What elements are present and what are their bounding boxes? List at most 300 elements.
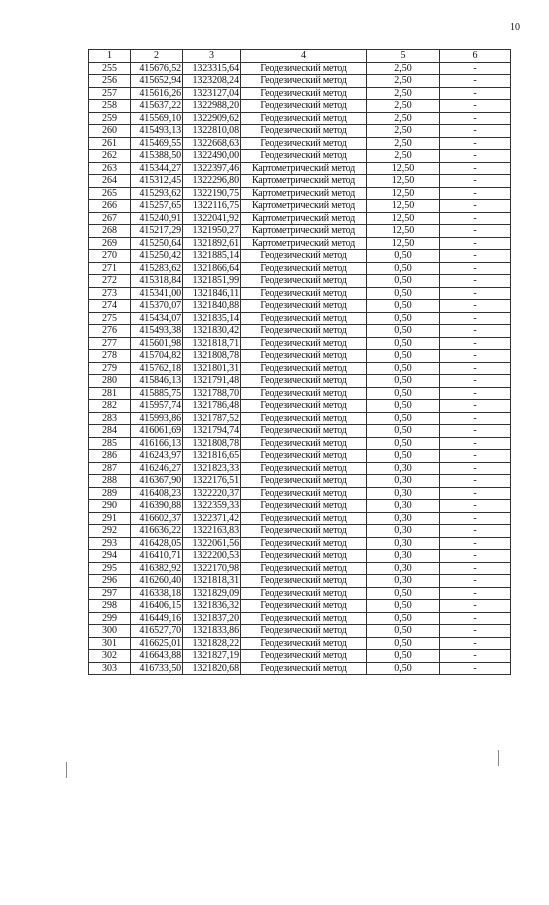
point-number-cell: 292 (89, 525, 131, 538)
accuracy-cell: 0,50 (367, 300, 440, 313)
table-row (89, 175, 511, 188)
accuracy-cell: 12,50 (367, 225, 440, 238)
method-cell: Геодезический метод (241, 612, 367, 625)
table-row (89, 412, 511, 425)
method-cell: Геодезический метод (241, 387, 367, 400)
note-cell: - (440, 662, 511, 675)
table-row (89, 325, 511, 338)
method-cell: Геодезический метод (241, 112, 367, 125)
method-cell: Геодезический метод (241, 125, 367, 138)
point-number-cell: 295 (89, 562, 131, 575)
method-cell: Геодезический метод (241, 337, 367, 350)
accuracy-cell: 0,30 (367, 575, 440, 588)
note-cell: - (440, 137, 511, 150)
x-coordinate-cell: 416636,22 (131, 525, 183, 538)
accuracy-cell: 0,50 (367, 600, 440, 613)
note-cell: - (440, 550, 511, 563)
note-cell: - (440, 312, 511, 325)
x-coordinate-cell: 415652,94 (131, 75, 183, 88)
accuracy-cell: 2,50 (367, 125, 440, 138)
point-number-cell: 277 (89, 337, 131, 350)
point-number-cell: 273 (89, 287, 131, 300)
y-coordinate-cell: 1321786,48 (183, 400, 241, 413)
y-coordinate-cell: 1321830,42 (183, 325, 241, 338)
y-coordinate-cell: 1322190,75 (183, 187, 241, 200)
method-cell: Геодезический метод (241, 625, 367, 638)
method-cell: Картометрический метод (241, 187, 367, 200)
point-number-cell: 294 (89, 550, 131, 563)
y-coordinate-cell: 1321885,14 (183, 250, 241, 263)
point-number-cell: 265 (89, 187, 131, 200)
accuracy-cell: 0,50 (367, 362, 440, 375)
point-number-cell: 261 (89, 137, 131, 150)
point-number-cell: 286 (89, 450, 131, 463)
accuracy-cell: 0,50 (367, 312, 440, 325)
accuracy-cell: 0,30 (367, 525, 440, 538)
x-coordinate-cell: 415704,82 (131, 350, 183, 363)
table-body (89, 62, 511, 675)
note-cell: - (440, 437, 511, 450)
accuracy-cell: 0,50 (367, 637, 440, 650)
method-cell: Геодезический метод (241, 487, 367, 500)
point-number-cell: 298 (89, 600, 131, 613)
y-coordinate-cell: 1322041,92 (183, 212, 241, 225)
table-row (89, 450, 511, 463)
note-cell: - (440, 600, 511, 613)
y-coordinate-cell: 1321820,68 (183, 662, 241, 675)
table-row (89, 587, 511, 600)
table-row (89, 287, 511, 300)
point-number-cell: 302 (89, 650, 131, 663)
point-number-cell: 283 (89, 412, 131, 425)
table-row (89, 100, 511, 113)
method-cell: Геодезический метод (241, 450, 367, 463)
table-row (89, 200, 511, 213)
table-row (89, 262, 511, 275)
x-coordinate-cell: 416625,01 (131, 637, 183, 650)
x-coordinate-cell: 416602,37 (131, 512, 183, 525)
x-coordinate-cell: 415993,86 (131, 412, 183, 425)
y-coordinate-cell: 1321787,52 (183, 412, 241, 425)
accuracy-cell: 2,50 (367, 87, 440, 100)
x-coordinate-cell: 415469,55 (131, 137, 183, 150)
y-coordinate-cell: 1321836,32 (183, 600, 241, 613)
x-coordinate-cell: 415957,74 (131, 400, 183, 413)
point-number-cell: 303 (89, 662, 131, 675)
x-coordinate-cell: 416390,88 (131, 500, 183, 513)
y-coordinate-cell: 1321835,14 (183, 312, 241, 325)
accuracy-cell: 12,50 (367, 200, 440, 213)
point-number-cell: 297 (89, 587, 131, 600)
table-row (89, 225, 511, 238)
note-cell: - (440, 362, 511, 375)
note-cell: - (440, 125, 511, 138)
point-number-cell: 287 (89, 462, 131, 475)
column-header-3: 3 (183, 50, 241, 63)
x-coordinate-cell: 416410,71 (131, 550, 183, 563)
point-number-cell: 276 (89, 325, 131, 338)
point-number-cell: 267 (89, 212, 131, 225)
accuracy-cell: 0,50 (367, 287, 440, 300)
x-coordinate-cell: 415344,27 (131, 162, 183, 175)
table-row (89, 337, 511, 350)
accuracy-cell: 2,50 (367, 150, 440, 163)
accuracy-cell: 0,50 (367, 275, 440, 288)
point-number-cell: 256 (89, 75, 131, 88)
y-coordinate-cell: 1321788,70 (183, 387, 241, 400)
y-coordinate-cell: 1321829,09 (183, 587, 241, 600)
x-coordinate-cell: 415370,07 (131, 300, 183, 313)
accuracy-cell: 0,50 (367, 625, 440, 638)
note-cell: - (440, 300, 511, 313)
table-row (89, 462, 511, 475)
point-number-cell: 278 (89, 350, 131, 363)
y-coordinate-cell: 1322397,46 (183, 162, 241, 175)
method-cell: Геодезический метод (241, 512, 367, 525)
note-cell: - (440, 425, 511, 438)
x-coordinate-cell: 416243,97 (131, 450, 183, 463)
note-cell: - (440, 237, 511, 250)
note-cell: - (440, 612, 511, 625)
x-coordinate-cell: 415493,38 (131, 325, 183, 338)
table-row (89, 125, 511, 138)
y-coordinate-cell: 1322359,33 (183, 500, 241, 513)
accuracy-cell: 0,30 (367, 512, 440, 525)
method-cell: Геодезический метод (241, 412, 367, 425)
x-coordinate-cell: 415250,42 (131, 250, 183, 263)
note-cell: - (440, 462, 511, 475)
y-coordinate-cell: 1321808,78 (183, 437, 241, 450)
y-coordinate-cell: 1321794,74 (183, 425, 241, 438)
x-coordinate-cell: 416166,13 (131, 437, 183, 450)
note-cell: - (440, 112, 511, 125)
point-number-cell: 299 (89, 612, 131, 625)
y-coordinate-cell: 1322296,80 (183, 175, 241, 188)
table-row (89, 150, 511, 163)
accuracy-cell: 0,50 (367, 337, 440, 350)
method-cell: Картометрический метод (241, 237, 367, 250)
x-coordinate-cell: 416061,69 (131, 425, 183, 438)
method-cell: Геодезический метод (241, 150, 367, 163)
method-cell: Геодезический метод (241, 137, 367, 150)
note-cell: - (440, 325, 511, 338)
accuracy-cell: 2,50 (367, 137, 440, 150)
x-coordinate-cell: 416643,88 (131, 650, 183, 663)
method-cell: Геодезический метод (241, 312, 367, 325)
note-cell: - (440, 387, 511, 400)
point-number-cell: 269 (89, 237, 131, 250)
y-coordinate-cell: 1321816,65 (183, 450, 241, 463)
point-number-cell: 281 (89, 387, 131, 400)
y-coordinate-cell: 1323127,04 (183, 87, 241, 100)
note-cell: - (440, 262, 511, 275)
note-cell: - (440, 412, 511, 425)
method-cell: Геодезический метод (241, 362, 367, 375)
y-coordinate-cell: 1322200,53 (183, 550, 241, 563)
table-row (89, 112, 511, 125)
table-row (89, 250, 511, 263)
method-cell: Геодезический метод (241, 350, 367, 363)
point-number-cell: 289 (89, 487, 131, 500)
table-row (89, 425, 511, 438)
table-row (89, 87, 511, 100)
accuracy-cell: 0,50 (367, 412, 440, 425)
point-number-cell: 270 (89, 250, 131, 263)
method-cell: Картометрический метод (241, 225, 367, 238)
note-cell: - (440, 487, 511, 500)
table-row (89, 625, 511, 638)
accuracy-cell: 0,50 (367, 387, 440, 400)
method-cell: Геодезический метод (241, 637, 367, 650)
point-number-cell: 288 (89, 475, 131, 488)
accuracy-cell: 12,50 (367, 237, 440, 250)
table-row (89, 437, 511, 450)
point-number-cell: 290 (89, 500, 131, 513)
table-row (89, 637, 511, 650)
table-header-row (89, 50, 511, 63)
point-number-cell: 291 (89, 512, 131, 525)
column-header-2: 2 (131, 50, 183, 63)
x-coordinate-cell: 416260,40 (131, 575, 183, 588)
y-coordinate-cell: 1322061,56 (183, 537, 241, 550)
method-cell: Геодезический метод (241, 475, 367, 488)
x-coordinate-cell: 415762,18 (131, 362, 183, 375)
accuracy-cell: 0,50 (367, 400, 440, 413)
point-number-cell: 259 (89, 112, 131, 125)
method-cell: Геодезический метод (241, 262, 367, 275)
table-row (89, 575, 511, 588)
y-coordinate-cell: 1322668,63 (183, 137, 241, 150)
method-cell: Геодезический метод (241, 325, 367, 338)
x-coordinate-cell: 415312,45 (131, 175, 183, 188)
table-row (89, 187, 511, 200)
table-row (89, 362, 511, 375)
scan-edge-mark-right (498, 750, 499, 766)
table-row (89, 562, 511, 575)
accuracy-cell: 0,30 (367, 537, 440, 550)
method-cell: Геодезический метод (241, 425, 367, 438)
accuracy-cell: 2,50 (367, 75, 440, 88)
table-row (89, 662, 511, 675)
method-cell: Геодезический метод (241, 287, 367, 300)
table-row (89, 525, 511, 538)
point-number-cell: 300 (89, 625, 131, 638)
x-coordinate-cell: 415318,84 (131, 275, 183, 288)
note-cell: - (440, 375, 511, 388)
note-cell: - (440, 512, 511, 525)
method-cell: Геодезический метод (241, 100, 367, 113)
point-number-cell: 279 (89, 362, 131, 375)
y-coordinate-cell: 1322220,37 (183, 487, 241, 500)
y-coordinate-cell: 1322490,00 (183, 150, 241, 163)
accuracy-cell: 12,50 (367, 187, 440, 200)
y-coordinate-cell: 1321846,11 (183, 287, 241, 300)
column-header-4: 4 (241, 50, 367, 63)
y-coordinate-cell: 1322116,75 (183, 200, 241, 213)
y-coordinate-cell: 1323208,24 (183, 75, 241, 88)
accuracy-cell: 0,30 (367, 500, 440, 513)
table-row (89, 650, 511, 663)
note-cell: - (440, 162, 511, 175)
note-cell: - (440, 75, 511, 88)
accuracy-cell: 2,50 (367, 112, 440, 125)
y-coordinate-cell: 1321837,20 (183, 612, 241, 625)
point-number-cell: 301 (89, 637, 131, 650)
column-header-1: 1 (89, 50, 131, 63)
point-number-cell: 296 (89, 575, 131, 588)
y-coordinate-cell: 1321801,31 (183, 362, 241, 375)
note-cell: - (440, 575, 511, 588)
table-row (89, 487, 511, 500)
x-coordinate-cell: 415283,62 (131, 262, 183, 275)
accuracy-cell: 0,50 (367, 262, 440, 275)
method-cell: Геодезический метод (241, 600, 367, 613)
note-cell: - (440, 400, 511, 413)
accuracy-cell: 0,30 (367, 475, 440, 488)
y-coordinate-cell: 1321808,78 (183, 350, 241, 363)
accuracy-cell: 12,50 (367, 212, 440, 225)
accuracy-cell: 0,50 (367, 375, 440, 388)
method-cell: Геодезический метод (241, 300, 367, 313)
table-row (89, 312, 511, 325)
note-cell: - (440, 500, 511, 513)
y-coordinate-cell: 1322909,62 (183, 112, 241, 125)
y-coordinate-cell: 1322170,98 (183, 562, 241, 575)
method-cell: Геодезический метод (241, 87, 367, 100)
method-cell: Геодезический метод (241, 75, 367, 88)
point-number-cell: 274 (89, 300, 131, 313)
method-cell: Геодезический метод (241, 562, 367, 575)
method-cell: Геодезический метод (241, 250, 367, 263)
point-number-cell: 258 (89, 100, 131, 113)
x-coordinate-cell: 415637,22 (131, 100, 183, 113)
x-coordinate-cell: 415217,29 (131, 225, 183, 238)
table-row (89, 512, 511, 525)
point-number-cell: 257 (89, 87, 131, 100)
y-coordinate-cell: 1322810,08 (183, 125, 241, 138)
y-coordinate-cell: 1321827,19 (183, 650, 241, 663)
x-coordinate-cell: 415257,65 (131, 200, 183, 213)
x-coordinate-cell: 416733,50 (131, 662, 183, 675)
point-number-cell: 285 (89, 437, 131, 450)
y-coordinate-cell: 1322371,42 (183, 512, 241, 525)
accuracy-cell: 0,50 (367, 587, 440, 600)
point-number-cell: 282 (89, 400, 131, 413)
method-cell: Геодезический метод (241, 400, 367, 413)
method-cell: Картометрический метод (241, 175, 367, 188)
table-row (89, 300, 511, 313)
point-number-cell: 272 (89, 275, 131, 288)
x-coordinate-cell: 416428,05 (131, 537, 183, 550)
accuracy-cell: 0,50 (367, 325, 440, 338)
note-cell: - (440, 87, 511, 100)
x-coordinate-cell: 415341,00 (131, 287, 183, 300)
note-cell: - (440, 475, 511, 488)
point-number-cell: 264 (89, 175, 131, 188)
method-cell: Геодезический метод (241, 525, 367, 538)
accuracy-cell: 0,50 (367, 425, 440, 438)
accuracy-cell: 0,30 (367, 462, 440, 475)
y-coordinate-cell: 1323315,64 (183, 62, 241, 75)
method-cell: Геодезический метод (241, 275, 367, 288)
method-cell: Геодезический метод (241, 650, 367, 663)
accuracy-cell: 12,50 (367, 162, 440, 175)
x-coordinate-cell: 415676,52 (131, 62, 183, 75)
x-coordinate-cell: 416406,15 (131, 600, 183, 613)
y-coordinate-cell: 1321833,86 (183, 625, 241, 638)
accuracy-cell: 0,30 (367, 550, 440, 563)
table-row (89, 350, 511, 363)
y-coordinate-cell: 1321851,99 (183, 275, 241, 288)
x-coordinate-cell: 416338,18 (131, 587, 183, 600)
y-coordinate-cell: 1321791,48 (183, 375, 241, 388)
x-coordinate-cell: 415493,13 (131, 125, 183, 138)
note-cell: - (440, 637, 511, 650)
y-coordinate-cell: 1322163,83 (183, 525, 241, 538)
method-cell: Картометрический метод (241, 200, 367, 213)
x-coordinate-cell: 416246,27 (131, 462, 183, 475)
accuracy-cell: 0,30 (367, 562, 440, 575)
table-row (89, 137, 511, 150)
y-coordinate-cell: 1321828,22 (183, 637, 241, 650)
table-row (89, 500, 511, 513)
scan-edge-mark-left (66, 762, 67, 778)
y-coordinate-cell: 1321823,33 (183, 462, 241, 475)
y-coordinate-cell: 1322176,51 (183, 475, 241, 488)
page-number: 10 (510, 22, 520, 33)
accuracy-cell: 12,50 (367, 175, 440, 188)
point-number-cell: 260 (89, 125, 131, 138)
table-row (89, 475, 511, 488)
note-cell: - (440, 337, 511, 350)
accuracy-cell: 0,50 (367, 450, 440, 463)
point-number-cell: 280 (89, 375, 131, 388)
y-coordinate-cell: 1321866,64 (183, 262, 241, 275)
accuracy-cell: 2,50 (367, 62, 440, 75)
y-coordinate-cell: 1321818,31 (183, 575, 241, 588)
method-cell: Геодезический метод (241, 375, 367, 388)
table-row (89, 400, 511, 413)
method-cell: Картометрический метод (241, 212, 367, 225)
x-coordinate-cell: 416382,92 (131, 562, 183, 575)
column-header-6: 6 (440, 50, 511, 63)
method-cell: Геодезический метод (241, 537, 367, 550)
table-row (89, 237, 511, 250)
y-coordinate-cell: 1321950,27 (183, 225, 241, 238)
accuracy-cell: 0,50 (367, 250, 440, 263)
table-row (89, 537, 511, 550)
note-cell: - (440, 250, 511, 263)
x-coordinate-cell: 416449,16 (131, 612, 183, 625)
note-cell: - (440, 150, 511, 163)
coordinates-table (88, 49, 511, 675)
accuracy-cell: 0,50 (367, 437, 440, 450)
accuracy-cell: 0,50 (367, 662, 440, 675)
y-coordinate-cell: 1321892,61 (183, 237, 241, 250)
note-cell: - (440, 537, 511, 550)
note-cell: - (440, 525, 511, 538)
table-row (89, 62, 511, 75)
note-cell: - (440, 225, 511, 238)
table-row (89, 212, 511, 225)
point-number-cell: 255 (89, 62, 131, 75)
x-coordinate-cell: 416527,70 (131, 625, 183, 638)
point-number-cell: 284 (89, 425, 131, 438)
accuracy-cell: 2,50 (367, 100, 440, 113)
note-cell: - (440, 587, 511, 600)
point-number-cell: 271 (89, 262, 131, 275)
note-cell: - (440, 350, 511, 363)
